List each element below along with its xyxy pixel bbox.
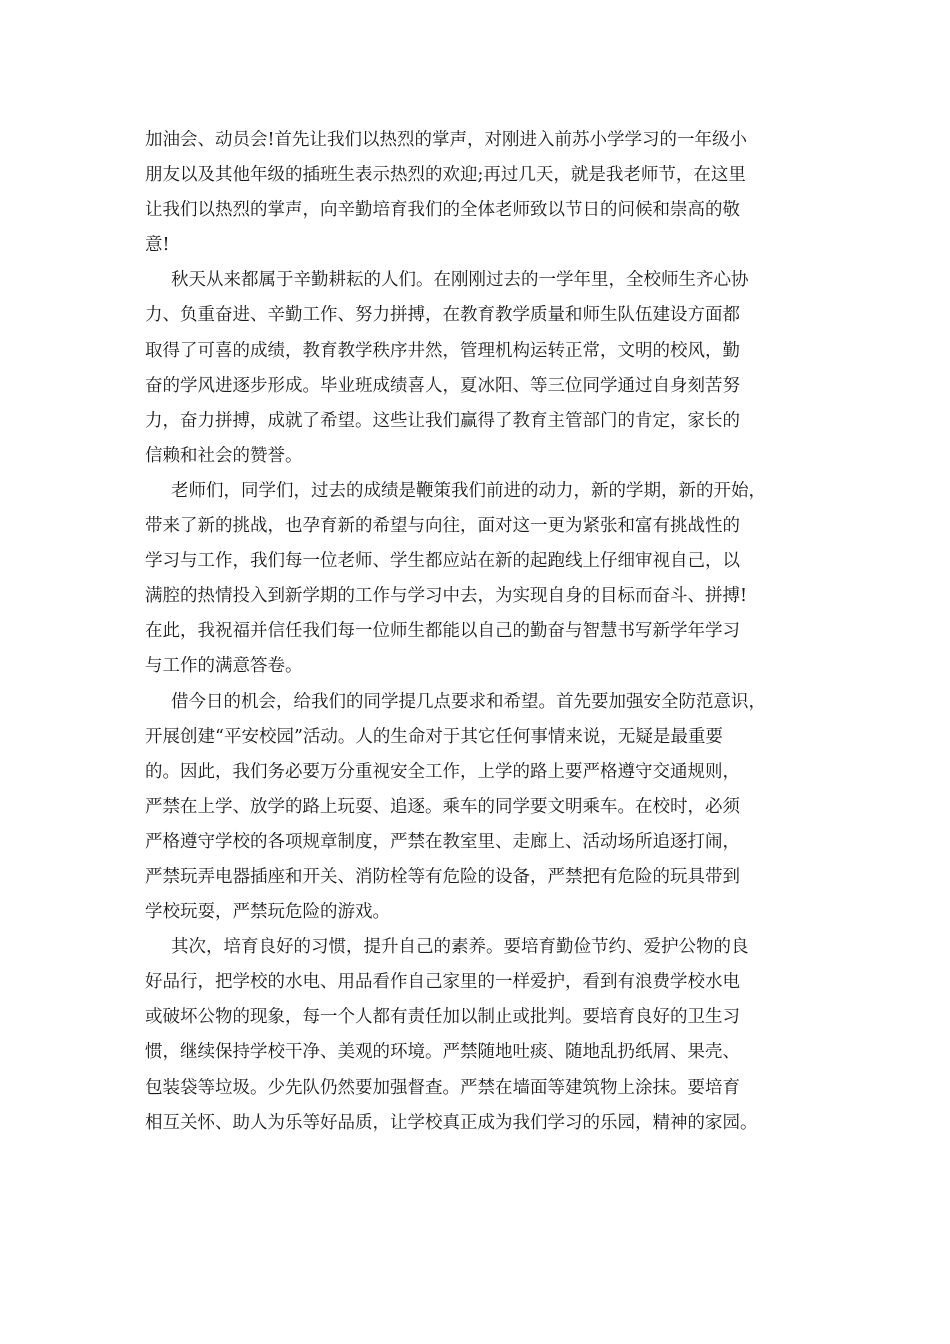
text-line: 开展创建“平安校园”活动。人的生命对于其它任何事情来说，无疑是最重要	[145, 726, 723, 747]
text-line: 朋友以及其他年级的插班生表示热烈的欢迎;再过几天，就是我老师节，在这里	[145, 165, 746, 186]
text-line: 其次，培育良好的习惯，提升自己的素养。要培育勤俭节约、爱护公物的良	[171, 937, 749, 958]
paragraph-3	[145, 474, 825, 685]
text-line: 满腔的热情投入到新学期的工作与学习中去，为实现自身的目标而奋斗、拼搏!	[145, 586, 748, 607]
text-line: 惯，继续保持学校干净、美观的环境。严禁随地吐痰、随地乱扔纸屑、果壳、	[145, 1042, 740, 1063]
text-line: 老师们，同学们，过去的成绩是鞭策我们前进的动力，新的学期，新的开始，	[171, 480, 766, 501]
paragraph-1	[145, 123, 825, 263]
document-body	[145, 123, 825, 1141]
text-line: 加油会、动员会!首先让我们以热烈的掌声，对刚进入前苏小学学习的一年级小	[145, 130, 748, 150]
text-line: 意!	[145, 235, 170, 256]
paragraph-2	[145, 263, 825, 474]
text-line: 严禁玩弄电器插座和开关、消防栓等有危险的设备，严禁把有危险的玩具带到	[145, 866, 740, 887]
text-line: 与工作的满意答卷。	[145, 656, 303, 677]
text-line: 力，奋力拼搏，成就了希望。这些让我们赢得了教育主管部门的肯定，家长的	[145, 410, 740, 431]
text-line: 信赖和社会的赞誉。	[145, 445, 303, 466]
text-line: 带来了新的挑战，也孕育新的希望与向往，面对这一更为紧张和富有挑战性的	[145, 516, 740, 537]
text-line: 相互关怀、助人为乐等好品质，让学校真正成为我们学习的乐园，精神的家园。	[145, 1112, 758, 1133]
text-line: 严格遵守学校的各项规章制度，严禁在教室里、走廊上、活动场所追逐打闹，	[145, 831, 740, 852]
text-line: 学习与工作，我们每一位老师、学生都应站在新的起跑线上仔细审视自己，以	[145, 551, 740, 572]
text-line: 取得了可喜的成绩，教育教学秩序井然，管理机构运转正常，文明的校风，勤	[145, 340, 740, 361]
text-line: 好品行，把学校的水电、用品看作自己家里的一样爱护，看到有浪费学校水电	[145, 972, 740, 993]
text-line: 借今日的机会，给我们的同学提几点要求和希望。首先要加强安全防范意识，	[171, 691, 766, 712]
text-line: 秋天从来都属于辛勤耕耘的人们。在刚刚过去的一学年里，全校师生齐心协	[171, 270, 749, 291]
text-line: 或破坏公物的现象，每一个人都有责任加以制止或批判。要培育良好的卫生习	[145, 1007, 740, 1028]
text-line: 包装袋等垃圾。少先队仍然要加强督查。严禁在墙面等建筑物上涂抹。要培育	[145, 1077, 740, 1098]
text-line: 学校玩耍，严禁玩危险的游戏。	[145, 902, 390, 923]
paragraph-4	[145, 685, 825, 931]
text-line: 奋的学风进逐步形成。毕业班成绩喜人，夏冰阳、等三位同学通过自身刻苦努	[145, 375, 740, 396]
text-line: 在此，我祝福并信任我们每一位师生都能以自己的勤奋与智慧书写新学年学习	[145, 621, 740, 642]
text-line: 的。因此，我们务必要万分重视安全工作，上学的路上要严格遵守交通规则，	[145, 761, 740, 782]
text-line: 严禁在上学、放学的路上玩耍、追逐。乘车的同学要文明乘车。在校时，必须	[145, 796, 740, 817]
paragraph-5	[145, 930, 825, 1141]
text-line: 让我们以热烈的掌声，向辛勤培育我们的全体老师致以节日的问候和崇高的敬	[145, 200, 740, 221]
text-line: 力、负重奋进、辛勤工作、努力拼搏，在教育教学质量和师生队伍建设方面都	[145, 305, 740, 326]
